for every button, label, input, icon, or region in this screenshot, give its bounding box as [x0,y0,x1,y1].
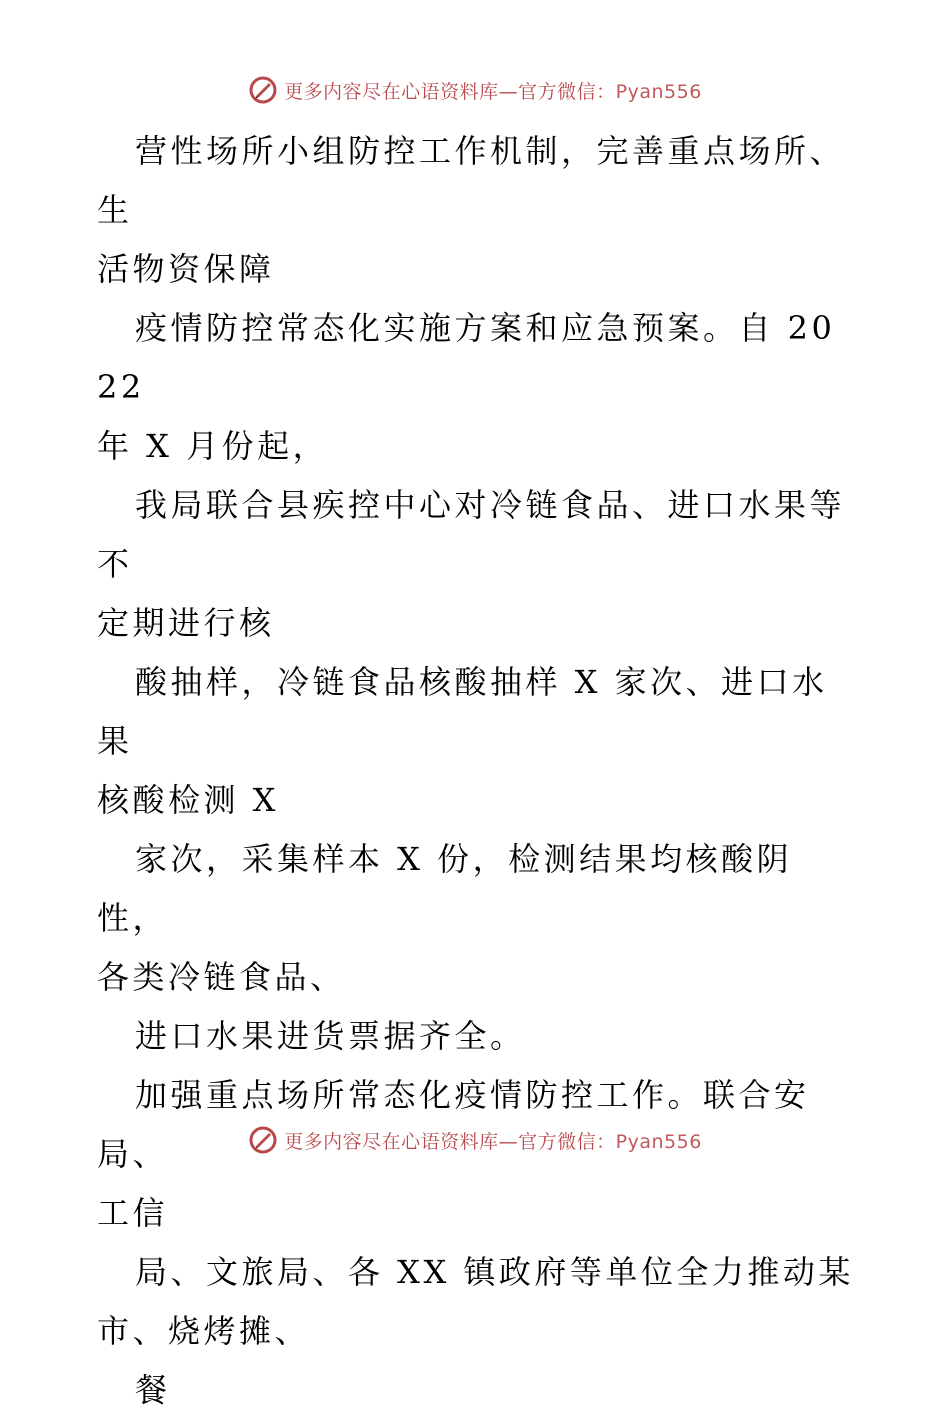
paragraph-line: 酸抽样，冷链食品核酸抽样 X 家次、进口水果 [97,663,828,760]
paragraph-9 [97,1361,857,1420]
quill-pen-logo-icon [248,1125,278,1155]
header-watermark [0,70,950,110]
watermark-text-label: 更多内容尽在心语资料库—官方微信： [284,80,616,103]
paragraph-3 [97,476,857,653]
watermark-text [284,1127,702,1154]
watermark-text-label: 更多内容尽在心语资料库—官方微信： [284,1130,616,1153]
paragraph-line: 年 X 月份起， [97,427,329,465]
paragraph-line: 市、烧烤摊、 [97,1312,311,1350]
paragraph-line: 各类冷链食品、 [97,958,346,996]
paragraph-line: 活物资保障 [97,250,275,288]
watermark-handle: Pyan556 [615,80,702,103]
paragraph-4 [97,653,857,830]
paragraph-1 [97,122,857,299]
paragraph-line: 加强重点场所常态化疫情防控工作。联合安局、 [97,1076,810,1173]
watermark-text [284,77,702,104]
paragraph-2 [97,299,857,476]
footer-watermark [0,1120,950,1160]
paragraph-line: 我局联合县疾控中心对冷链食品、进口水果等不 [97,486,846,583]
paragraph-6 [97,1007,857,1066]
paragraph-line: 餐 [135,1371,171,1409]
quill-pen-logo-icon [248,75,278,105]
paragraph-line: 营性场所小组防控工作机制，完善重点场所、生 [97,132,846,229]
paragraph-line: 进口水果进货票据齐全。 [135,1017,526,1055]
paragraph-line: 定期进行核 [97,604,275,642]
document-body [97,122,857,1420]
watermark-handle: Pyan556 [615,1130,702,1153]
paragraph-line: 家次，采集样本 X 份，检测结果均核酸阴性， [97,840,793,937]
paragraph-line: 核酸检测 X [97,781,279,819]
paragraph-line: 工信 [97,1194,169,1232]
paragraph-5 [97,830,857,1007]
paragraph-8 [97,1243,857,1361]
paragraph-line: 局、文旅局、各 XX 镇政府等单位全力推动某 [135,1253,854,1291]
paragraph-line: 疫情防控常态化实施方案和应急预案。自 2022 [97,309,836,406]
